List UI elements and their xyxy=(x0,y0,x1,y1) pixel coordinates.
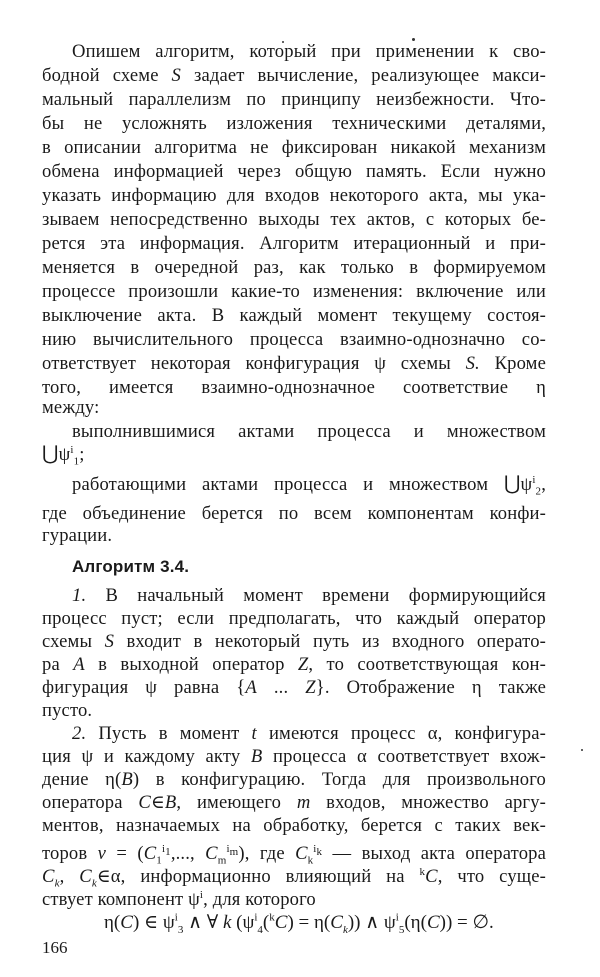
text-line-item-b: работающими актами процесса и множеством $⋃\psi^i_2$, xyxy=(72,473,546,498)
text-line: ра A в выходной оператор Z, то соответствующая кон- xyxy=(42,654,546,675)
text-line: зываем непосредственно выходы тех актов, с которых бе- xyxy=(42,209,546,230)
text-line: бодной схеме S задает вычисление, реализующее макси- xyxy=(42,65,546,86)
text-line: выключение акта. В каждый момент текущему состоя- xyxy=(42,305,546,326)
text-line: бы не усложнять изложения техническими деталями, xyxy=(42,113,546,134)
text-line-item-a: выполнившимися актами процесса и множеством xyxy=(72,421,546,442)
text-line: торов $v = (C_1^{i_1}$,..., $C_m^{i_m}$), где $C_k^{i_k}$ — выход акта оператора xyxy=(42,842,547,867)
text-line: гурации. xyxy=(42,525,113,546)
text-line: нию вычислительного процесса взаимно-однозначно со- xyxy=(42,329,546,350)
text-line: ментов, назначаемых на обработку, берется с таких век- xyxy=(42,815,546,836)
text-line: ствует компонент $\psi^i$, для которого xyxy=(42,888,316,910)
text-line: меняется в очередной раз, как только в формируемом xyxy=(42,257,546,278)
text-line: между: xyxy=(42,397,100,418)
text-line: в описании алгоритма не фиксирован никакой механизм xyxy=(42,137,546,158)
condition-formula: η(C) ∈ $\psi^i_3$ ∧ ∀ k $(\psi^i_4(^kC) = \eta(C_k))$ ∧ $\psi^i_5(\eta(C))$ = ∅. xyxy=(104,911,494,936)
text-line: рется эта информация. Алгоритм итерационный и при- xyxy=(42,233,546,254)
text-line: процесс пуст; если предполагать, что каждый оператор xyxy=(42,608,546,629)
text-line: дение η(B) в конфигурацию. Тогда для произвольного xyxy=(42,769,546,790)
text-line: фигурация ψ равна {A ... Z}. Отображение η также xyxy=(42,677,546,698)
text-line: ответствует некоторая конфигурация ψ схемы S. Кроме xyxy=(42,353,546,374)
text-line: указать информацию для входов некоторого акта, мы ука- xyxy=(42,185,546,206)
text-line: 1. В начальный момент времени формирующийся xyxy=(72,585,546,606)
text-line: 2. Пусть в момент t имеются процесс α, конфигура- xyxy=(72,723,546,744)
algorithm-heading: Алгоритм 3.4. xyxy=(72,557,190,576)
text-line-item-a-tail: $⋃\psi^i_1$; xyxy=(42,443,85,468)
text-line: Опишем алгоритм, который при применении к сво- xyxy=(72,41,546,62)
text-line: схемы S входит в некоторый путь из входного операто- xyxy=(42,631,546,652)
text-line: где объединение берется по всем компонентам конфи- xyxy=(42,503,546,524)
page-number: 166 xyxy=(42,938,68,957)
text-line: ция ψ и каждому акту B процесса α соответствует вхож- xyxy=(42,746,546,767)
text-line: пусто. xyxy=(42,700,93,721)
scan-speck xyxy=(581,749,583,751)
text-line: того, имеется взаимно-однозначное соответствие η xyxy=(42,377,546,398)
text-line: мальный параллелизм по принципу неизбежности. Что- xyxy=(42,89,546,110)
text-line: $C_k$, $C_k\in\alpha$, информационно влияющий на $^k$C, что суще- xyxy=(42,865,546,890)
text-line: процессе произошли какие-то изменения: включение или xyxy=(42,281,546,302)
text-line: обмена информацией через общую память. Если нужно xyxy=(42,161,546,182)
text-line: оператора C∈B, имеющего m входов, множество аргу- xyxy=(42,792,546,813)
